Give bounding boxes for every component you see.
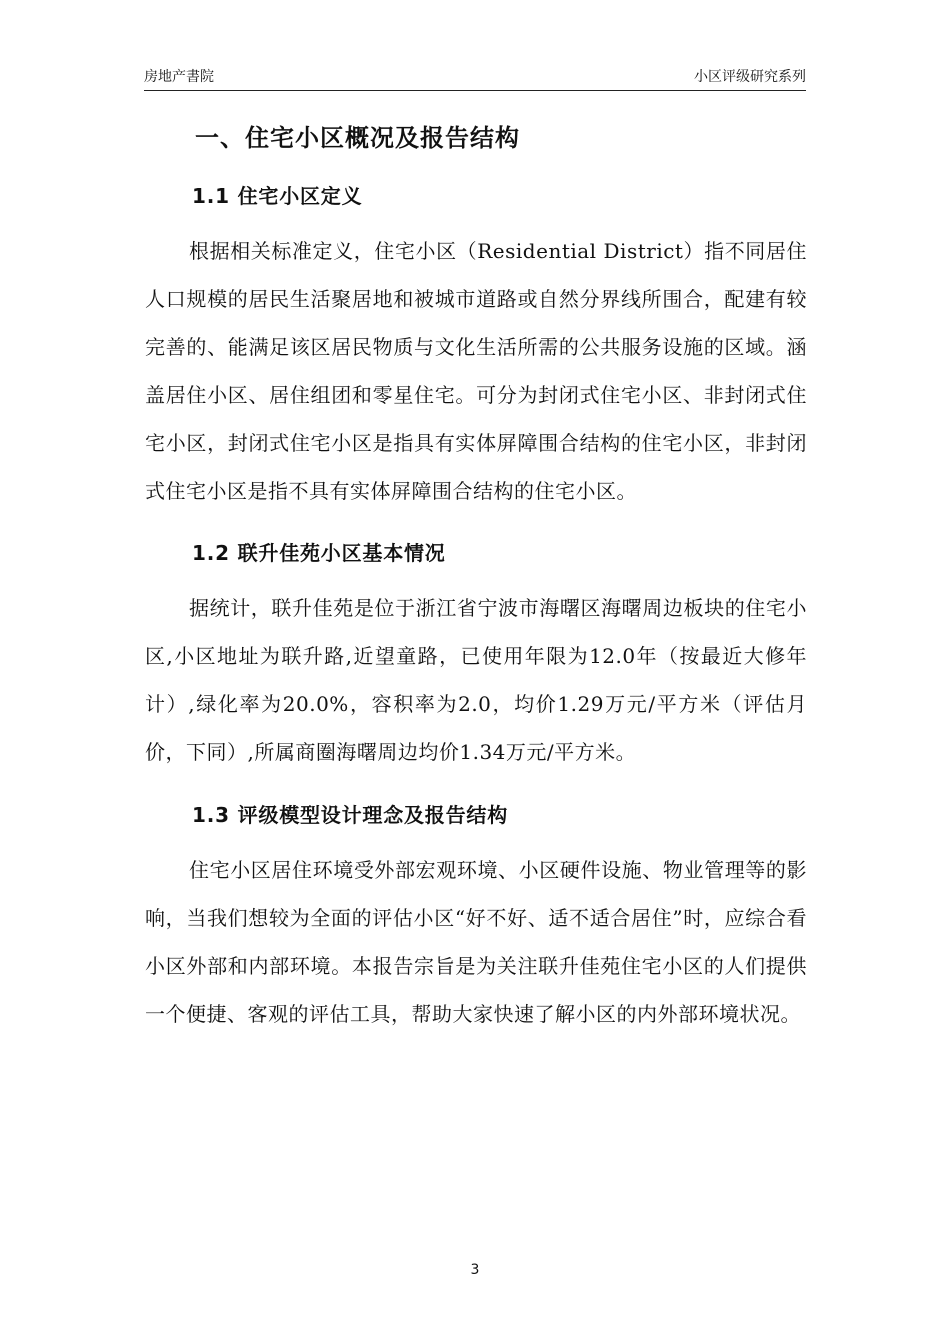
section-paragraph: 根据相关标准定义，住宅小区（Residential District）指不同居住人口规模的居民生活聚居地和被城市道路或自然分界线所围合，配建有较完善的、能满足该区居民物质与文化生活所需的公共服务设施的区域。涵盖居住小区、居住组团和零星住宅。可分为封闭式住宅小区、非封闭式住宅小区，封闭式住宅小区是指具有实体屏障围合结构的住宅小区，非封闭式住宅小区是指不具有实体屏障围合结构的住宅小区。 [145, 239, 807, 503]
header-series-title: 小区评级研究系列 [694, 69, 806, 85]
section-title: 1.1 住宅小区定义 [192, 184, 363, 208]
section-paragraph: 住宅小区居住环境受外部宏观环境、小区硬件设施、物业管理等的影响，当我们想较为全面的评估小区“好不好、适不适合居住”时，应综合看小区外部和内部环境。本报告宗旨是为关注联升佳苑住宅小区的人们提供一个便捷、客观的评估工具，帮助大家快速了解小区的内外部环境状况。 [145, 858, 807, 1026]
section-title: 1.2 联升佳苑小区基本情况 [192, 541, 446, 565]
section-title: 1.3 评级模型设计理念及报告结构 [192, 803, 508, 827]
header-publisher: 房地产書院 [144, 69, 214, 85]
section-2 [145, 537, 807, 776]
document-body [145, 112, 807, 1038]
page-number: 3 [470, 1262, 480, 1278]
chapter-title: 一、住宅小区概况及报告结构 [195, 124, 520, 152]
page-header [144, 66, 806, 91]
section-paragraph: 据统计，联升佳苑是位于浙江省宁波市海曙区海曙周边板块的住宅小区,小区地址为联升路,近望童路，已使用年限为12.0年（按最近大修年计）,绿化率为20.0%，容积率为2.0，均价1.29万元/平方米（评估月价，下同）,所属商圈海曙周边均价1.34万元/平方米。 [145, 596, 807, 764]
section-3 [145, 799, 807, 1038]
section-1 [145, 180, 807, 515]
